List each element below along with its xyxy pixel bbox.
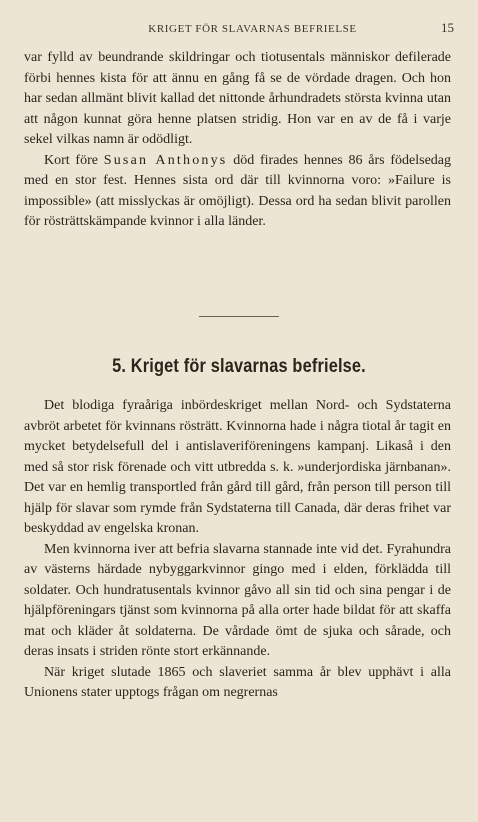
paragraph-women-soldiers: Men kvinnorna iver att befria slavarna stannade inte vid det. Fyrahundra av västerns härdade nybyggarkvinnor gingo med i elden, förklädda till soldater. Och hundratusentals kvinnor gåvo all sin tid och sina pengar i de hjälpföreningars tjänst som kvinnorna på alla orter hade bildat för att skaffa mat och kläder åt soldaterna. De vårdade ömt de sjuka och sårade, och deras insats i striden rönte stort erkännande.	[24, 541, 451, 659]
running-header	[24, 20, 454, 36]
paragraph-continuation: var fylld av beundrande skildringar och tiotusentals människor defilerade förbi hennes kista för att ännu en gång få se de vördade dragen. Och hon har sedan allmänt blivit kallad det nittonde århundradets största kvinna utan att någon kunnat göra henne platsen stridig. Hon var en av de få i varje sekel vilkas namn är odödligt.	[24, 50, 451, 147]
paragraph-text-start: Kort före	[44, 152, 104, 168]
spaced-name: Susan Anthonys	[103, 152, 228, 168]
page-number: 15	[441, 20, 454, 35]
text-block-bottom	[24, 396, 451, 704]
running-title: KRIGET FÖR SLAVARNAS BEFRIELSE	[148, 23, 357, 35]
text-block-top	[24, 48, 451, 233]
chapter-heading: 5. Kriget för slavarnas befrielse.	[112, 356, 366, 377]
section-divider	[199, 316, 279, 317]
paragraph-civil-war: Det blodiga fyraåriga inbördeskriget mellan Nord- och Sydstaterna avbröt arbetet för kvinnans rösträtt. Kvinnorna hade i några tiotal år tagit en mycket betydelsefull del i antislaveriföreningens kampanj. Likaså i den med så stor risk förenade och vitt utbredda s. k. »underjordiska järnbanan». Det var en hemlig transportled från gård till gård, från person till person till hjälp för slavar som rymde från Sydstaterna till Canada, där deras frihet var beskyddad av engelska kronan.	[24, 398, 451, 536]
paragraph-text-end: död firades hennes 86 års födelsedag med en stor fest. Hennes sista ord där till kvinnorna voro: »Failure is impossible» (att misslyckas är omöjligt). Dessa ord ha sedan blivit parollen för rösträttskämpande kvinnor i alla länder.	[24, 152, 451, 229]
paragraph-anthony-birthday	[24, 151, 451, 233]
paragraph-war-end: När kriget slutade 1865 och slaveriet samma år blev upphävt i alla Unionens stater upptogs frågan om negrernas	[24, 664, 451, 700]
